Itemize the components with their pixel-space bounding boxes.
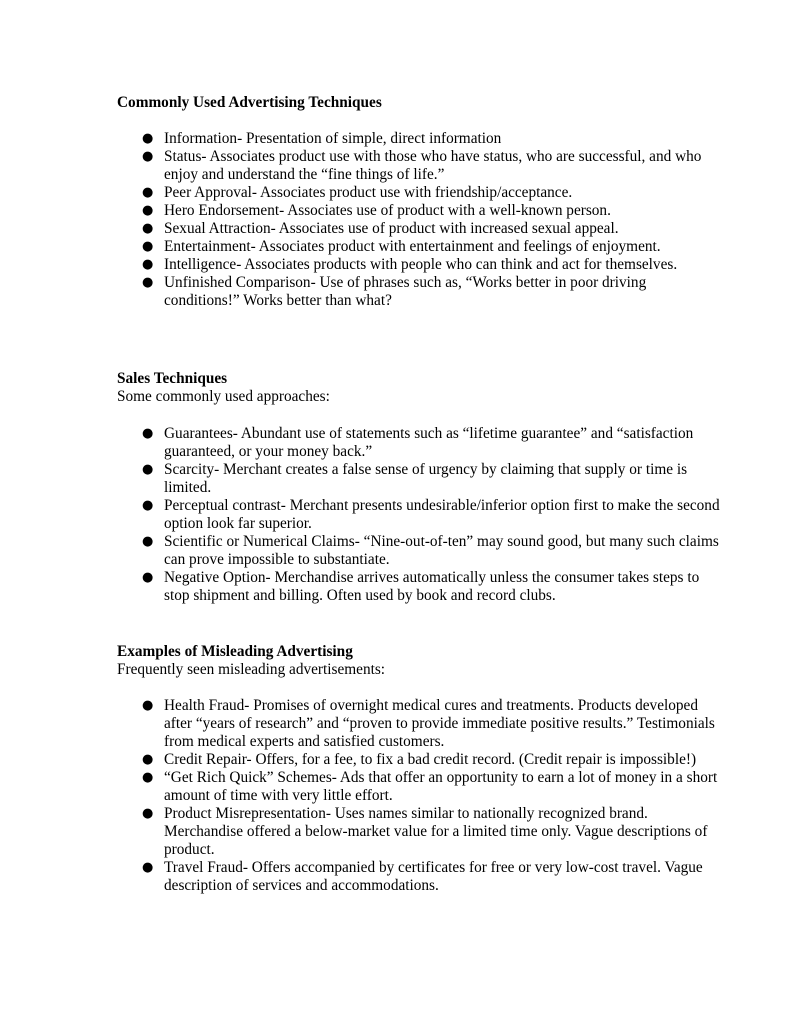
sales-techniques-list [142, 425, 724, 605]
bullet-icon: ● [142, 534, 154, 549]
list-item: ● Travel Fraud- Offers accompanied by certificates for free or very low-cost travel. Vague description of services and accommodations. [142, 859, 703, 894]
list-item: ● Sexual Attraction- Associates use of product with increased sexual appeal. [142, 220, 619, 237]
section-misleading-advertising [117, 643, 717, 679]
bullet-icon: ● [142, 221, 154, 236]
bullet-icon: ● [142, 806, 154, 821]
misleading-advertising-list [142, 697, 724, 895]
bullet-icon: ● [142, 257, 154, 272]
list-item: ● “Get Rich Quick” Schemes- Ads that offer an opportunity to earn a lot of money in a short amount of time with very little effort. [142, 769, 718, 804]
list-item: ● Credit Repair- Offers, for a fee, to fix a bad credit record. (Credit repair is impossible!) [142, 751, 697, 768]
bullet-icon: ● [142, 698, 154, 713]
bullet-icon: ● [142, 570, 154, 585]
section-advertising-techniques [117, 94, 717, 112]
list-item: ● Product Misrepresentation- Uses names similar to nationally recognized brand. Merchandise offered a below-market value for a limited time only. Vague descriptions of product. [142, 805, 708, 858]
bullet-icon: ● [142, 239, 154, 254]
bullet-icon: ● [142, 752, 154, 767]
list-item: ● Intelligence- Associates products with people who can think and act for themselves. [142, 256, 678, 273]
list-item: ● Status- Associates product use with those who have status, who are successful, and who enjoy and understand the “fine things of life.” [142, 148, 702, 183]
list-item: ● Entertainment- Associates product with entertainment and feelings of enjoyment. [142, 238, 661, 255]
section-intro: Some commonly used approaches: [117, 388, 330, 405]
bullet-icon: ● [142, 149, 154, 164]
section-heading: Sales Techniques [117, 370, 228, 387]
section-intro: Frequently seen misleading advertisements: [117, 661, 386, 678]
list-item: ● Peer Approval- Associates product use with friendship/acceptance. [142, 184, 573, 201]
list-item: ● Unfinished Comparison- Use of phrases such as, “Works better in poor driving conditions!” Works better than what? [142, 274, 647, 309]
section-heading: Commonly Used Advertising Techniques [117, 94, 382, 111]
bullet-icon: ● [142, 185, 154, 200]
bullet-icon: ● [142, 426, 154, 441]
advertising-techniques-list [142, 130, 724, 310]
list-item: ● Information- Presentation of simple, direct information [142, 130, 502, 147]
list-item: ● Perceptual contrast- Merchant presents undesirable/inferior option first to make the second option look far superior. [142, 497, 720, 532]
bullet-icon: ● [142, 860, 154, 875]
section-heading: Examples of Misleading Advertising [117, 643, 353, 660]
bullet-icon: ● [142, 131, 154, 146]
bullet-icon: ● [142, 770, 154, 785]
list-item: ● Hero Endorsement- Associates use of product with a well-known person. [142, 202, 611, 219]
list-item: ● Health Fraud- Promises of overnight medical cures and treatments. Products developed after “years of research” and “proven to provide immediate positive results.” Testimonials from medical experts and satisfied customers. [142, 697, 715, 750]
list-item: ● Guarantees- Abundant use of statements such as “lifetime guarantee” and “satisfaction guaranteed, or your money back.” [142, 425, 694, 460]
bullet-icon: ● [142, 275, 154, 290]
list-item: ● Negative Option- Merchandise arrives automatically unless the consumer takes steps to stop shipment and billing. Often used by book and record clubs. [142, 569, 700, 604]
bullet-icon: ● [142, 462, 154, 477]
list-item: ● Scientific or Numerical Claims- “Nine-out-of-ten” may sound good, but many such claims can prove impossible to substantiate. [142, 533, 719, 568]
bullet-icon: ● [142, 498, 154, 513]
list-item: ● Scarcity- Merchant creates a false sense of urgency by claiming that supply or time is limited. [142, 461, 688, 496]
section-sales-techniques [117, 370, 717, 406]
bullet-icon: ● [142, 203, 154, 218]
